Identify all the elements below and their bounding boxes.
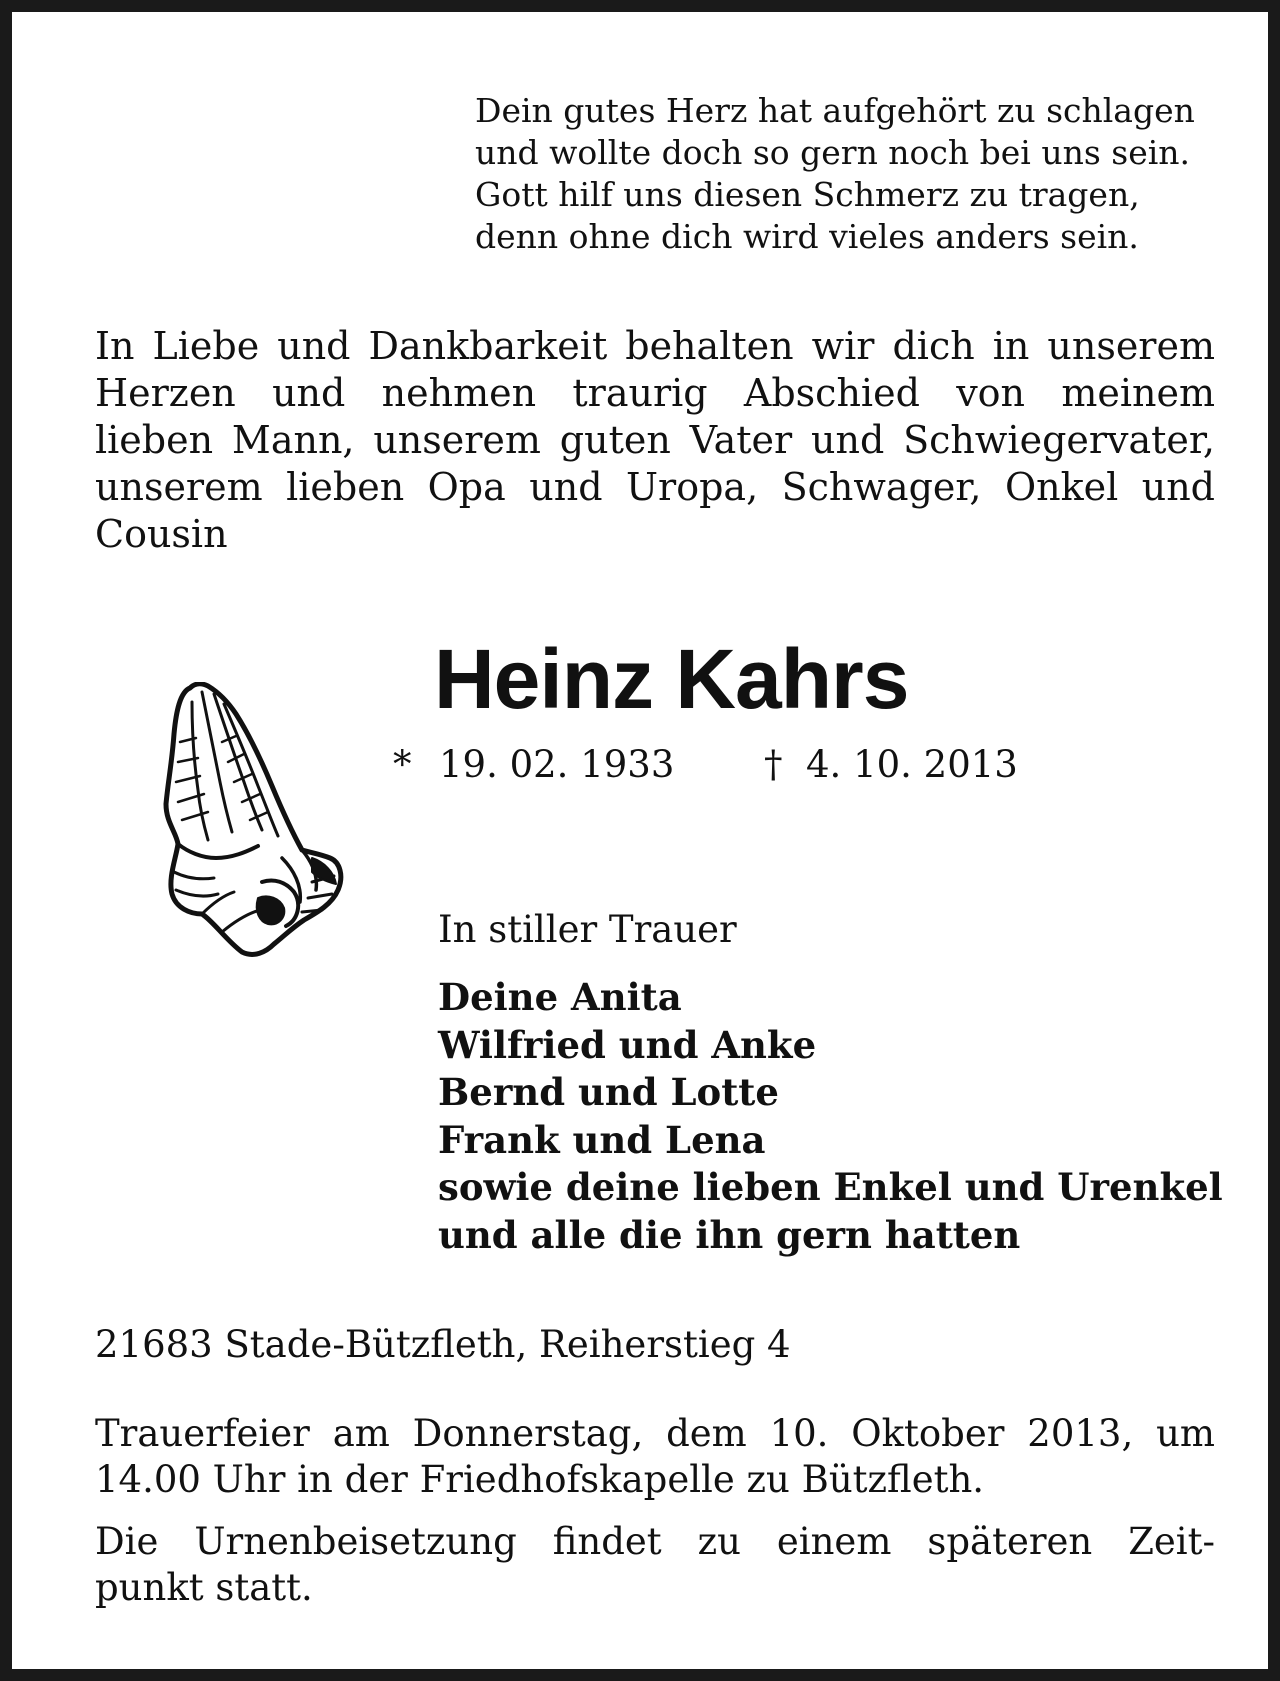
intro-line: lieben Mann, unserem guten Vater und Schwiegervater, [95, 418, 1215, 462]
intro-line: unserem lieben Opa und Uropa, Schwager, Onkel und [95, 465, 1215, 509]
urn-line: punkt statt. [95, 1566, 313, 1609]
birth-symbol: * [393, 743, 412, 786]
address: 21683 Stade-Bützfleth, Reiherstieg 4 [95, 1323, 791, 1366]
service-info [95, 1411, 1215, 1503]
poem-line: denn ohne dich wird vieles anders sein. [475, 217, 1139, 256]
intro-paragraph [95, 323, 1215, 558]
death-symbol: † [764, 743, 783, 786]
service-line: 14.00 Uhr in der Friedhofskapelle zu Bützfleth. [95, 1458, 985, 1501]
urn-info [95, 1519, 1215, 1611]
poem [475, 90, 1235, 258]
mourners-heading: In stiller Trauer [438, 908, 737, 951]
intro-line: In Liebe und Dankbarkeit behalten wir dich in unserem [95, 324, 1215, 368]
poem-line: Gott hilf uns diesen Schmerz zu tragen, [475, 175, 1140, 214]
intro-line: Herzen und nehmen traurig Abschied von meinem [95, 371, 1215, 415]
praying-hands-icon [162, 682, 357, 957]
mourner-line: Bernd und Lotte [438, 1070, 779, 1114]
poem-line: und wollte doch so gern noch bei uns sein. [475, 133, 1191, 172]
mourner-line: Wilfried und Anke [438, 1022, 817, 1067]
mourner-line: sowie deine lieben Enkel und Urenkel [438, 1165, 1223, 1209]
death-date: 4. 10. 2013 [806, 743, 1018, 786]
poem-line: Dein gutes Herz hat aufgehört zu schlagen [475, 91, 1195, 130]
praying-hands-icon [162, 682, 357, 957]
mourner-line: Frank und Lena [438, 1117, 766, 1162]
urn-line: Die Urnenbeisetzung findet zu einem späteren Zeit- [95, 1520, 1215, 1563]
service-line: Trauerfeier am Donnerstag, dem 10. Oktober 2013, um [95, 1412, 1215, 1455]
mourner-line: Deine Anita [438, 975, 682, 1019]
deceased-name: Heinz Kahrs [434, 632, 909, 726]
birth-date: 19. 02. 1933 [439, 743, 675, 786]
mourners-list [438, 974, 1223, 1259]
intro-line: Cousin [95, 512, 228, 556]
mourner-line: und alle die ihn gern hatten [438, 1212, 1021, 1257]
